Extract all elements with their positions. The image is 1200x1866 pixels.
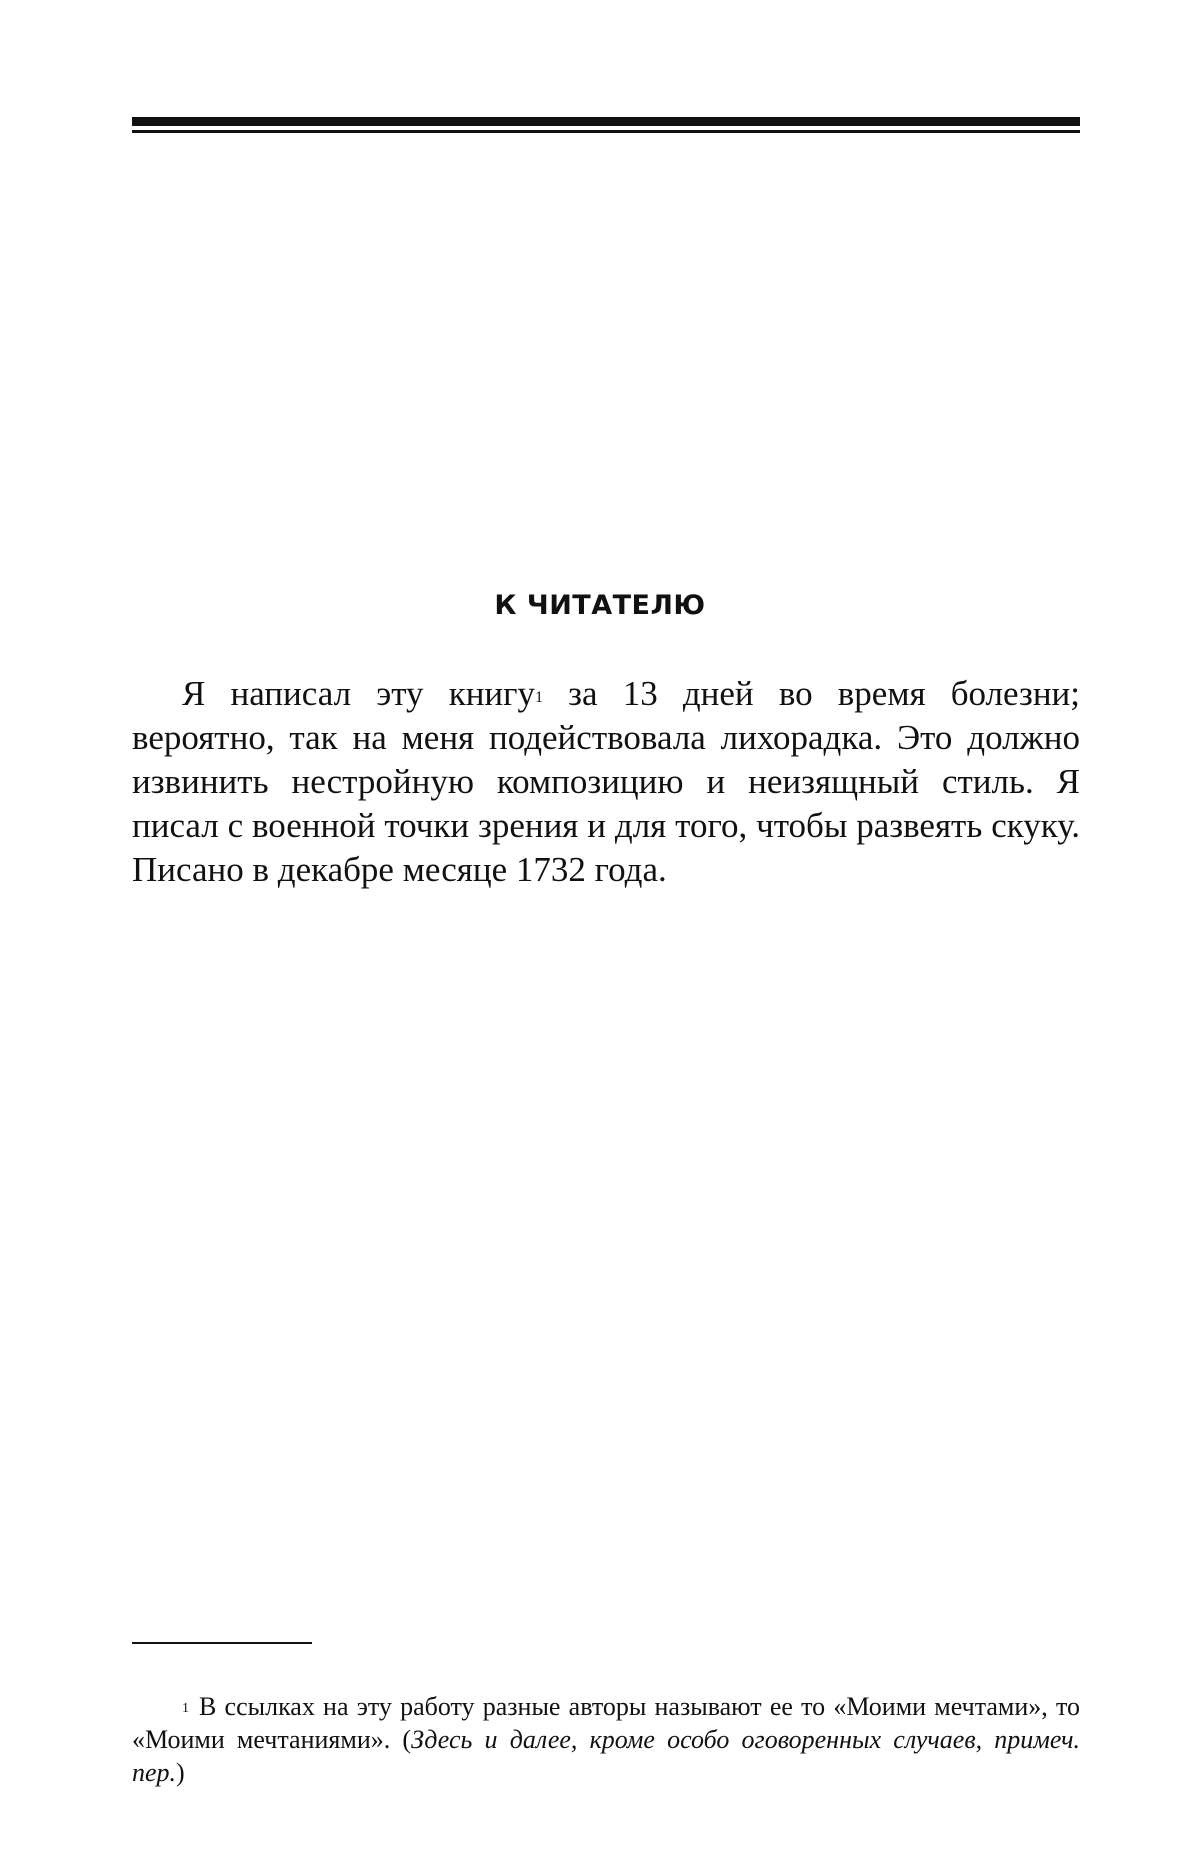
- top-rule-thick: [132, 117, 1080, 126]
- body-text-start: Я написал эту книгу: [182, 674, 536, 713]
- footnote-mark: 1: [182, 1701, 189, 1716]
- body-paragraph: [132, 672, 1080, 892]
- top-rule-thin: [132, 130, 1080, 133]
- footnote-divider: [132, 1642, 312, 1644]
- footnote-editor-note: Здесь и далее, кроме особо оговоренных случаев, примеч. пер.: [132, 1725, 1080, 1787]
- footnote-reference: 1: [535, 689, 544, 706]
- footnote: [132, 1690, 1080, 1789]
- footnote-text: В ссылках на эту работу разные авторы называют ее то «Моими мечтами», то «Моими мечтаниями». (: [132, 1692, 1080, 1754]
- footnote-close-paren: ): [176, 1758, 185, 1787]
- chapter-heading: К ЧИТАТЕЛЮ: [494, 590, 706, 621]
- body-text-rest: за 13 дней во время болезни; вероятно, так на меня подействовала лихорадка. Это должно извинить нестройную композицию и неизящный стиль. Я писал с военной точки зрения и для того, чтобы развеять скуку. Писано в декабре месяце 1732 года.: [132, 674, 1081, 889]
